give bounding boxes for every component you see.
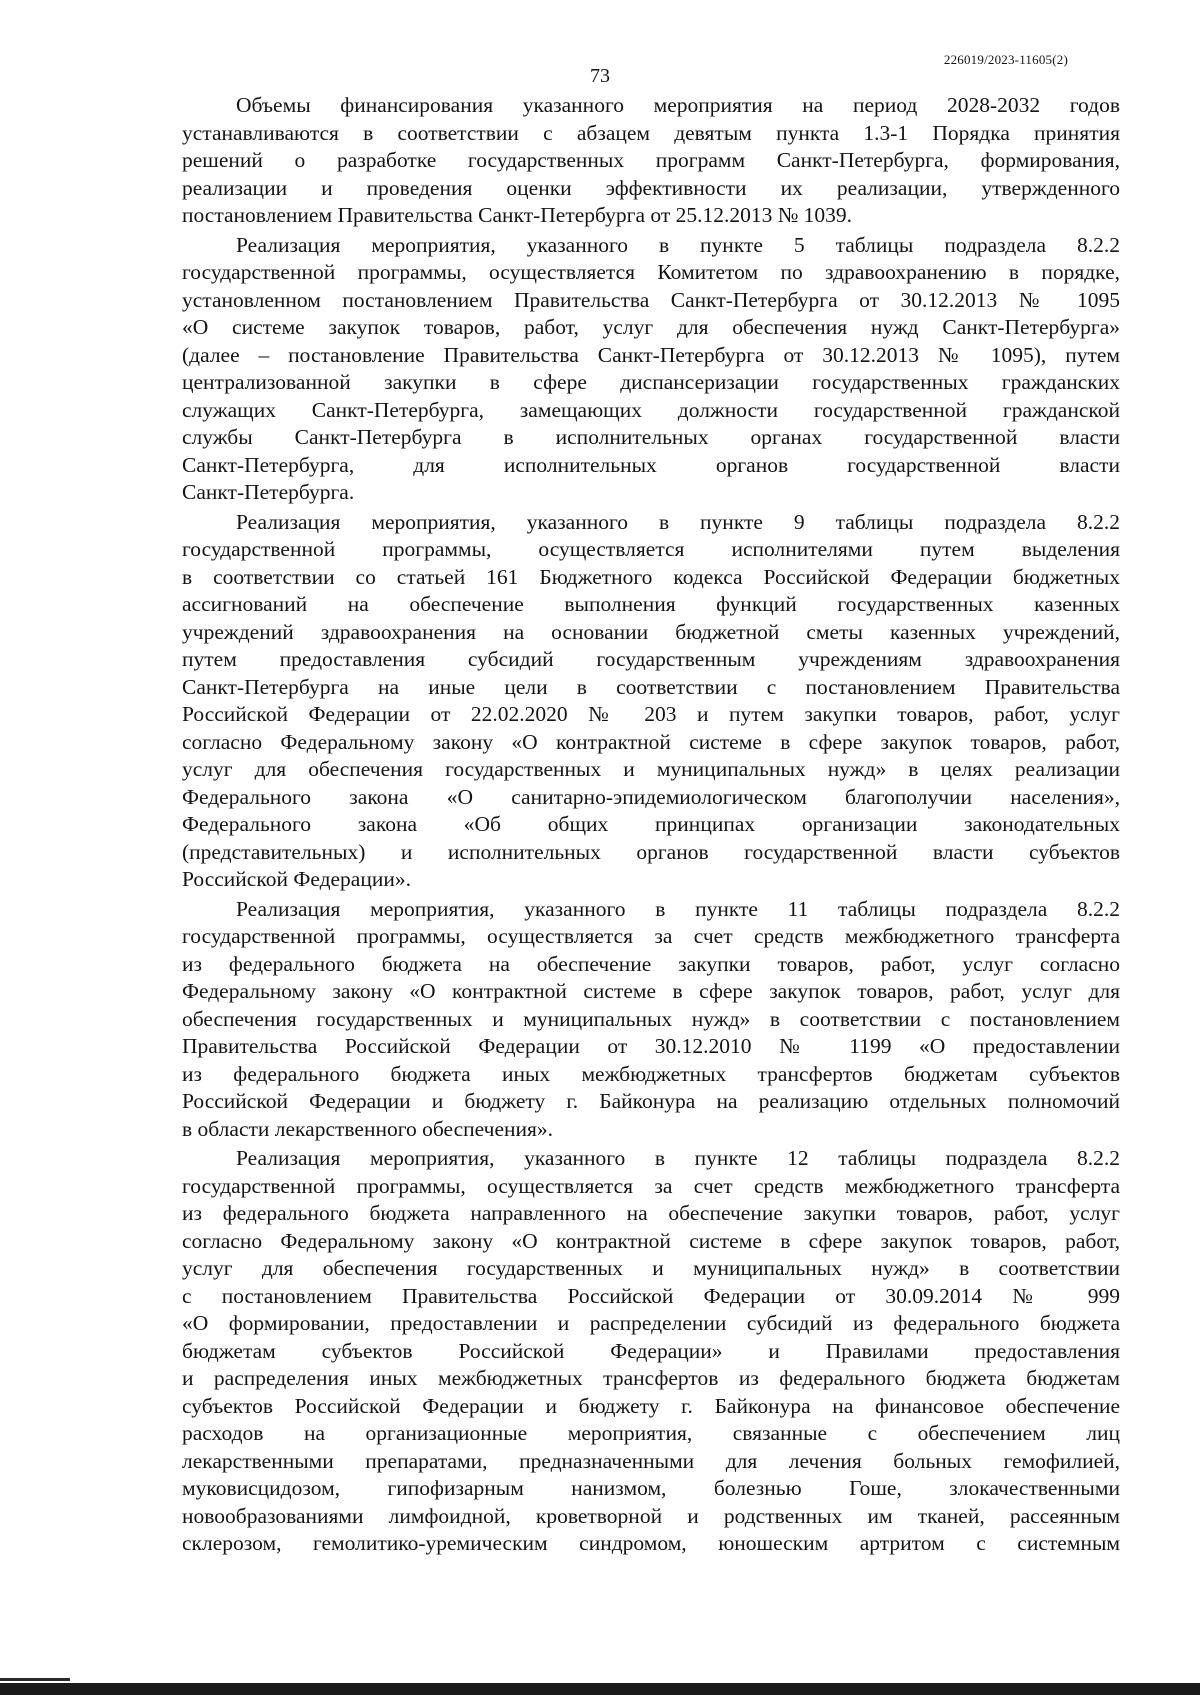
text-line: Правительства Российской Федерации от 30.12.2010 № 1199 «О предоставлении xyxy=(182,1034,1120,1058)
text-line: с постановлением Правительства Российской Федерации от 30.09.2014 № 999 xyxy=(182,1283,1120,1308)
text-line: из федерального бюджета направленного на обеспечение закупки товаров, работ, услуг xyxy=(182,1201,1120,1225)
text-line: постановлением Правительства Санкт-Петербурга от 25.12.2013 № 1039. xyxy=(182,203,852,227)
text-line: государственной программы, осуществляется исполнителями путем выделения xyxy=(182,537,1120,561)
text-line: Санкт-Петербурга. xyxy=(182,480,355,504)
text-line: услуг для обеспечения государственных и муниципальных нужд» в целях реализации xyxy=(182,757,1120,781)
paragraph-item-11 xyxy=(182,896,1120,1144)
text-line: из федерального бюджета иных межбюджетных трансфертов бюджетам субъектов xyxy=(182,1061,1120,1086)
text-line: склерозом, гемолитико-уремическим синдромом, юношеским артритом с системным xyxy=(182,1531,1120,1555)
paragraph-item-5 xyxy=(182,232,1120,507)
paragraph-item-9 xyxy=(182,509,1120,894)
text-line: ассигнований на обеспечение выполнения функций государственных казенных xyxy=(182,592,1120,616)
text-line: централизованной закупки в сфере диспансеризации государственных гражданских xyxy=(182,370,1120,394)
text-line: реализации и проведения оценки эффективности их реализации, утвержденного xyxy=(182,175,1120,200)
text-line: Объемы финансирования указанного мероприятия на период 2028-2032 годов xyxy=(236,93,1120,117)
text-line: согласно Федеральному закону «О контрактной системе в сфере закупок товаров, работ, xyxy=(182,1228,1120,1253)
scan-edge-mark xyxy=(0,1678,70,1681)
text-line: Федерального закона «Об общих принципах организации законодательных xyxy=(182,812,1120,836)
text-line: служащих Санкт-Петербурга, замещающих должности государственной гражданской xyxy=(182,397,1120,422)
text-line: государственной программы, осуществляется за счет средств межбюджетного трансферта xyxy=(182,1173,1120,1198)
text-line: из федерального бюджета на обеспечение закупки товаров, работ, услуг согласно xyxy=(182,951,1120,976)
text-line: согласно Федеральному закону «О контрактной системе в сфере закупок товаров, работ, xyxy=(182,729,1120,754)
text-line: установленном постановлением Правительства Санкт-Петербурга от 30.12.2013 № 1095 xyxy=(182,287,1120,312)
text-line: устанавливаются в соответствии с абзацем девятым пункта 1.3-1 Порядка принятия xyxy=(182,120,1120,145)
text-line: «О системе закупок товаров, работ, услуг для обеспечения нужд Санкт-Петербурга» xyxy=(182,315,1120,339)
scan-bottom-edge xyxy=(0,1683,1200,1695)
text-line: учреждений здравоохранения на основании бюджетной сметы казенных учреждений, xyxy=(182,619,1120,644)
text-line: субъектов Российской Федерации и бюджету г. Байконура на финансовое обеспечение xyxy=(182,1393,1120,1418)
document-body xyxy=(182,92,1120,1560)
text-line: Российской Федерации от 22.02.2020 № 203 и путем закупки товаров, работ, услуг xyxy=(182,702,1120,726)
text-line: службы Санкт-Петербурга в исполнительных органах государственной власти xyxy=(182,425,1120,449)
text-line: Российской Федерации». xyxy=(182,867,411,891)
text-line: государственной программы, осуществляется Комитетом по здравоохранению в порядке, xyxy=(182,260,1120,284)
text-line: Российской Федерации и бюджету г. Байконура на реализацию отдельных полномочий xyxy=(182,1089,1120,1113)
text-line: расходов на организационные мероприятия, связанные с обеспечением лиц xyxy=(182,1421,1120,1445)
text-line: новообразованиями лимфоидной, кроветворной и родственных им тканей, рассеянным xyxy=(182,1503,1120,1528)
text-line: (представительных) и исполнительных органов государственной власти субъектов xyxy=(182,839,1120,864)
text-line: муковисцидозом, гипофизарным нанизмом, болезнью Гоше, злокачественными xyxy=(182,1476,1120,1500)
page-number: 73 xyxy=(590,65,610,87)
text-line: «О формировании, предоставлении и распределении субсидий из федерального бюджета xyxy=(182,1311,1120,1335)
text-line: государственной программы, осуществляется за счет средств межбюджетного трансферта xyxy=(182,924,1120,948)
text-line: услуг для обеспечения государственных и муниципальных нужд» в соответствии xyxy=(182,1256,1120,1280)
text-line: (далее – постановление Правительства Санкт-Петербурга от 30.12.2013 № 1095), путем xyxy=(182,342,1120,367)
text-line: и распределения иных межбюджетных трансфертов из федерального бюджета бюджетам xyxy=(182,1366,1120,1390)
paragraph-item-12 xyxy=(182,1145,1120,1558)
text-line: Санкт-Петербурга на иные цели в соответствии с постановлением Правительства xyxy=(182,674,1120,699)
text-line: лекарственными препаратами, предназначенными для лечения больных гемофилией, xyxy=(182,1448,1120,1473)
text-line: решений о разработке государственных программ Санкт-Петербурга, формирования, xyxy=(182,148,1120,172)
text-line: путем предоставления субсидий государственным учреждениям здравоохранения xyxy=(182,647,1120,671)
text-line: Федеральному закону «О контрактной системе в сфере закупок товаров, работ, услуг для xyxy=(182,979,1120,1003)
text-line: Федерального закона «О санитарно-эпидемиологическом благополучии населения», xyxy=(182,784,1120,809)
text-line: Реализация мероприятия, указанного в пункте 12 таблицы подраздела 8.2.2 xyxy=(236,1146,1120,1170)
text-line: бюджетам субъектов Российской Федерации» и Правилами предоставления xyxy=(182,1338,1120,1363)
text-line: обеспечения государственных и муниципальных нужд» в соответствии с постановлением xyxy=(182,1006,1120,1031)
text-line: Санкт-Петербурга, для исполнительных органов государственной власти xyxy=(182,452,1120,477)
text-line: в соответствии со статьей 161 Бюджетного кодекса Российской Федерации бюджетных xyxy=(182,564,1120,589)
document-registration-number: 226019/2023-11605(2) xyxy=(943,52,1068,67)
text-line: Реализация мероприятия, указанного в пункте 9 таблицы подраздела 8.2.2 xyxy=(236,509,1120,534)
text-line: Реализация мероприятия, указанного в пункте 5 таблицы подраздела 8.2.2 xyxy=(236,232,1120,257)
paragraph-financing-volumes xyxy=(182,92,1120,230)
text-line: Реализация мероприятия, указанного в пункте 11 таблицы подраздела 8.2.2 xyxy=(236,896,1120,921)
text-line: в области лекарственного обеспечения». xyxy=(182,1116,554,1141)
